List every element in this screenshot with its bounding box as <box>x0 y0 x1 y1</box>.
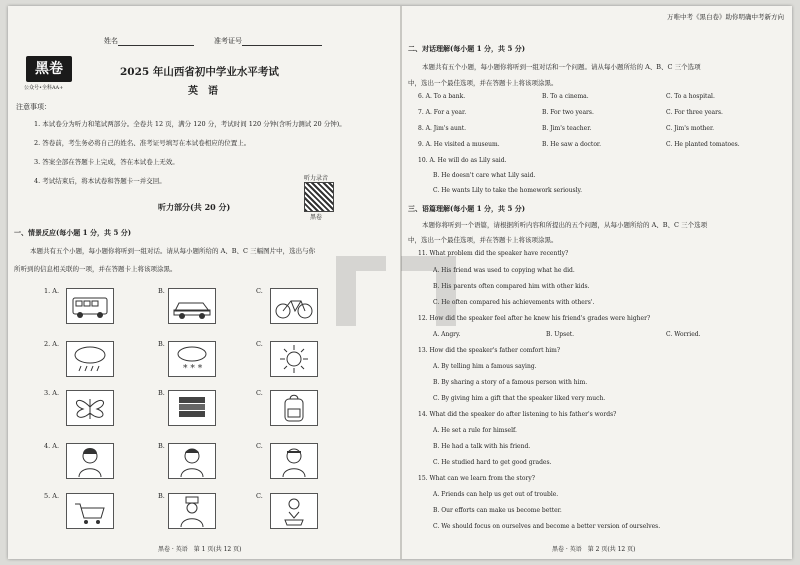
option-text: B. He doesn't care what Lily said. <box>433 172 536 179</box>
exam-number-label: 准考证号 <box>214 37 242 45</box>
notice-title: 注意事项： <box>16 103 51 111</box>
exam-sheet <box>8 6 792 559</box>
question-text: 13. How did the speaker's father comfort him? <box>418 347 561 354</box>
option-text: B. Jim's teacher. <box>542 125 592 132</box>
butterfly-icon <box>66 390 114 426</box>
sun-icon <box>270 341 318 377</box>
qr-sub: 黑卷 <box>310 214 323 221</box>
option-text: B. To a cinema. <box>542 93 589 100</box>
question-text: 11. What problem did the speaker have recently? <box>418 250 569 257</box>
option-text: C. He studied hard to get good grades. <box>433 459 552 466</box>
washing-icon <box>270 493 318 529</box>
qr-caption: 听力录音 <box>304 175 329 182</box>
page-footer: 黑卷 · 英语 第 2 页(共 12 页) <box>552 546 636 553</box>
option-label: 1. A. <box>44 287 60 295</box>
name-label: 姓名 <box>104 37 118 45</box>
top-slogan: 万唯中考《黑白卷》助你明确中考新方向 <box>667 13 784 21</box>
watermark-icon <box>326 236 466 346</box>
option-label: 4. A. <box>44 442 60 450</box>
option-text: B. He had a talk with his friend. <box>433 443 531 450</box>
option-text: 10. A. He will do as Lily said. <box>418 157 507 164</box>
bus-icon <box>66 288 114 324</box>
boy-icon <box>168 443 216 479</box>
option-text: C. We should focus on ourselves and become a better version of ourselves. <box>433 523 661 530</box>
section-2-title: 二、对话理解(每小题 1 分，共 5 分) <box>408 44 526 53</box>
option-text: B. Upset. <box>546 331 575 338</box>
option-text: C. He often compared his achievements with others'. <box>433 299 595 306</box>
rain-icon <box>66 341 114 377</box>
section-2-desc: 中，选出一个最佳选项，并在答题卡上将该项涂黑。 <box>408 79 558 87</box>
option-label: B. <box>158 442 165 450</box>
shopping-cart-icon <box>66 493 114 529</box>
page-footer: 黑卷 · 英语 第 1 页(共 12 页) <box>158 546 242 553</box>
option-text: 9. A. He visited a museum. <box>418 141 500 148</box>
option-text: B. For two years. <box>542 109 594 116</box>
option-text: C. He wants Lily to take the homework seriously. <box>433 187 582 194</box>
man-icon <box>270 443 318 479</box>
option-label: C. <box>256 492 263 500</box>
option-label: B. <box>158 340 165 348</box>
option-text: A. Friends can help us get out of trouble. <box>433 491 559 498</box>
chef-icon <box>168 493 216 529</box>
option-text: B. He saw a doctor. <box>542 141 602 148</box>
option-label: B. <box>158 287 165 295</box>
option-label: B. <box>158 389 165 397</box>
brand-logo: 黑卷 <box>26 56 72 82</box>
option-label: B. <box>158 492 165 500</box>
exam-title: 2025 年山西省初中学业水平考试 <box>120 66 279 78</box>
bicycle-icon <box>270 288 318 324</box>
notice-item: 2. 答卷前，考生务必将自己的姓名、准考证号填写在本试卷相应的位置上。 <box>34 139 251 147</box>
exam-number-field[interactable] <box>214 36 322 46</box>
option-label: 2. A. <box>44 340 60 348</box>
car-icon <box>168 288 216 324</box>
section-3-desc: 中，选出一个最佳选项，并在答题卡上将该项涂黑。 <box>408 236 558 244</box>
option-text: A. By telling him a famous saying. <box>433 363 537 370</box>
option-label: 5. A. <box>44 492 60 500</box>
snow-icon <box>168 341 216 377</box>
girl-icon <box>66 443 114 479</box>
option-text: B. His parents often compared him with other kids. <box>433 283 590 290</box>
notice-item: 4. 考试结束后，将本试卷和答题卡一并交回。 <box>34 177 166 185</box>
option-text: A. Angry. <box>433 331 461 338</box>
books-icon <box>168 390 216 426</box>
subject-title: 英 语 <box>188 86 218 97</box>
option-text: B. By sharing a story of a famous person with him. <box>433 379 588 386</box>
option-text: C. For three years. <box>666 109 723 116</box>
brand-logo-sub: 公众号•全科AA+ <box>24 85 64 91</box>
option-text: C. By giving him a gift that the speaker liked very much. <box>433 395 606 402</box>
section-3-desc: 本题你将听到一个语篇，请根据所听内容和所提出的五个问题，从每小题所给的 A、B、C 三个选项 <box>422 221 708 229</box>
section-1-title: 一、情景反应(每小题 1 分，共 5 分) <box>14 228 132 237</box>
option-label: C. <box>256 340 263 348</box>
svg-text:* * *: * * * <box>183 364 203 374</box>
option-text: A. His friend was used to copying what he did. <box>433 267 575 274</box>
option-text: A. He set a rule for himself. <box>433 427 517 434</box>
name-field[interactable] <box>104 36 194 46</box>
option-label: C. <box>256 287 263 295</box>
section-1-desc: 本题共有五个小题，每小题你将听到一组对话。请从每小题所给的 A、B、C 三幅图片中，选出与你 <box>30 247 316 255</box>
option-text: 6. A. To a bank. <box>418 93 466 100</box>
option-label: C. <box>256 389 263 397</box>
option-label: C. <box>256 442 263 450</box>
option-text: 8. A. Jim's aunt. <box>418 125 467 132</box>
option-text: 7. A. For a year. <box>418 109 467 116</box>
option-text: C. Jim's mother. <box>666 125 715 132</box>
option-text: C. He planted tomatoes. <box>666 141 740 148</box>
option-text: C. To a hospital. <box>666 93 715 100</box>
question-text: 12. How did the speaker feel after he knew his friend's grades were higher? <box>418 315 651 322</box>
notice-item: 3. 答案全部在答题卡上完成，答在本试卷上无效。 <box>34 158 179 166</box>
option-text: C. Worried. <box>666 331 701 338</box>
option-text: B. Our efforts can make us become better. <box>433 507 562 514</box>
section-2-desc: 本题共有五个小题，每小题你将听到一组对话和一个问题。请从每小题所给的 A、B、C 三个选项 <box>422 63 701 71</box>
notice-item: 1. 本试卷分为听力和笔试两部分。全卷共 12 页，满分 120 分，考试时间 120 分钟(含听力测试 20 分钟)。 <box>34 120 346 128</box>
section-1-desc: 所听到的信息相关联的一项，并在答题卡上将该项涂黑。 <box>14 265 177 273</box>
section-3-title: 三、语篇理解(每小题 1 分，共 5 分) <box>408 204 526 213</box>
qr-code[interactable] <box>304 182 334 212</box>
backpack-icon <box>270 390 318 426</box>
option-label: 3. A. <box>44 389 60 397</box>
question-text: 15. What can we learn from the story? <box>418 475 535 482</box>
question-text: 14. What did the speaker do after listening to his father's words? <box>418 411 617 418</box>
listening-section-title: 听力部分(共 20 分) <box>158 202 231 212</box>
